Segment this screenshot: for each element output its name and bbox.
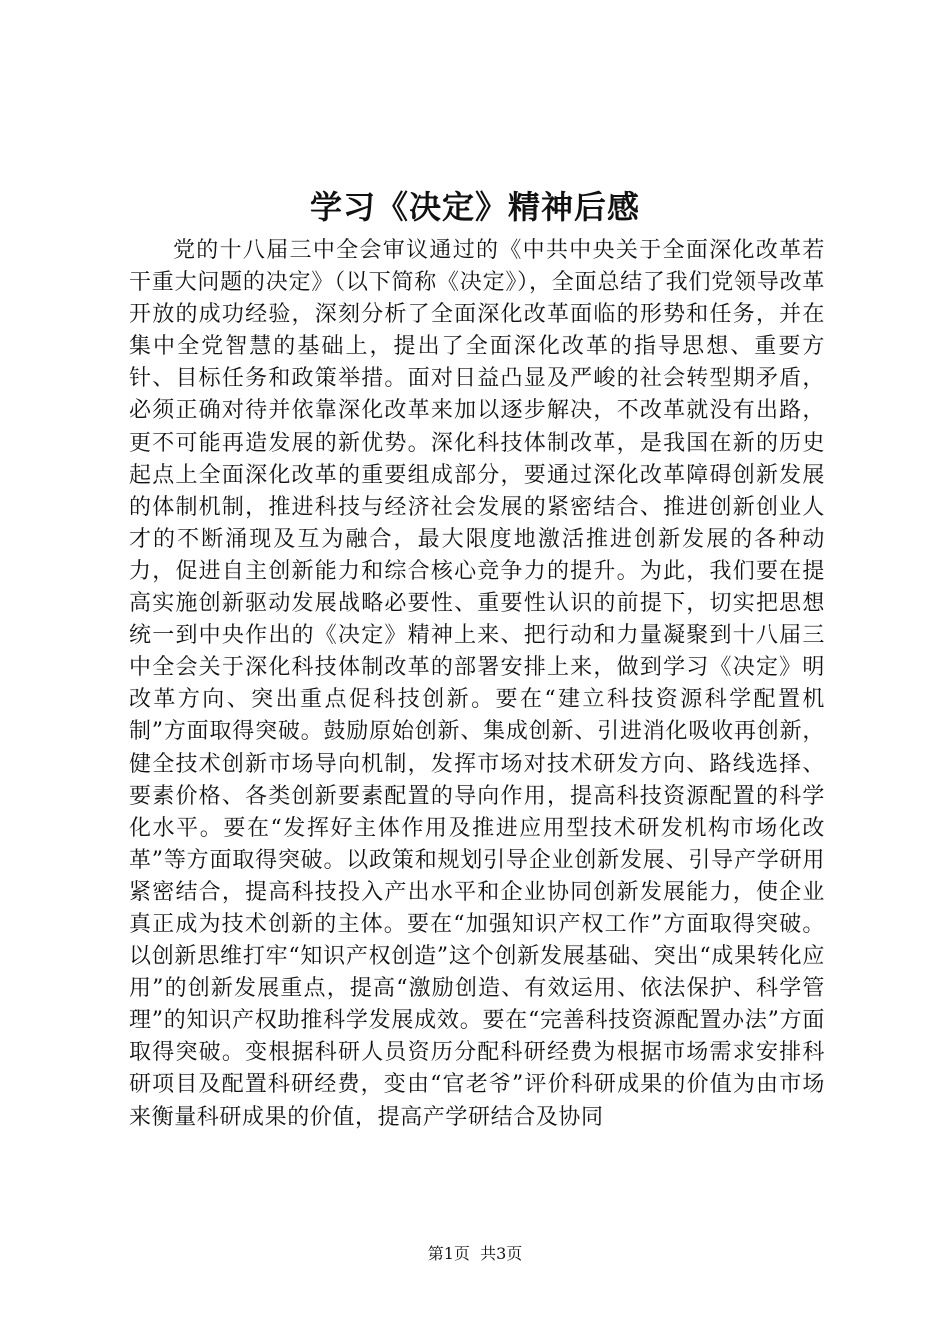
page-footer [0,1242,950,1266]
document-body-paragraph: 党的十八届三中全会审议通过的《中共中央关于全面深化改革若干重大问题的决定》（以下简称《决定》），全面总结了我们党领导改革开放的成功经验，深刻分析了全面深化改革面临的形势和任务，并在集中全党智慧的基础上，提出了全面深化改革的指导思想、重要方针、目标任务和政策举措。面对日益凸显及严峻的社会转型期矛盾，必须正确对待并依靠深化改革来加以逐步解决，不改革就没有出路，更不可能再造发展的新优势。深化科技体制改革，是我国在新的历史起点上全面深化改革的重要组成部分，要通过深化改革障碍创新发展的体制机制，推进科技与经济社会发展的紧密结合、推进创新创业人才的不断涌现及互为融合，最大限度地激活推进创新发展的各种动力，促进自主创新能力和综合核心竞争力的提升。为此，我们要在提高实施创新驱动发展战略必要性、重要性认识的前提下，切实把思想统一到中央作出的《决定》精神上来、把行动和力量凝聚到十八届三中全会关于深化科技体制改革的部署安排上来，做到学习《决定》明改革方向、突出重点促科技创新。要在“建立科技资源科学配置机制”方面取得突破。鼓励原始创新、集成创新、引进消化吸收再创新，健全技术创新市场导向机制，发挥市场对技术研发方向、路线选择、要素价格、各类创新要素配置的导向作用，提高科技资源配置的科学化水平。要在“发挥好主体作用及推进应用型技术研发机构市场化改革”等方面取得突破。以政策和规划引导企业创新发展、引导产学研用紧密结合，提高科技投入产出水平和企业协同创新发展能力，使企业真正成为技术创新的主体。要在“加强知识产权工作”方面取得突破。以创新思维打牢“知识产权创造”这个创新发展基础、突出“成果转化应用”的创新发展重点，提高“激励创造、有效运用、依法保护、科学管理”的知识产权助推科学发展成效。要在“完善科技资源配置办法”方面取得突破。变根据科研人员资历分配科研经费为根据市场需求安排科研项目及配置科研经费，变由“官老爷”评价科研成果的价值为由市场来衡量科研成果的价值，提高产学研结合及协同 [129,238,825,1130]
page-number-label: 第1页 共3页 [427,1244,523,1263]
document-title: 学习《决定》精神后感 [309,188,640,226]
